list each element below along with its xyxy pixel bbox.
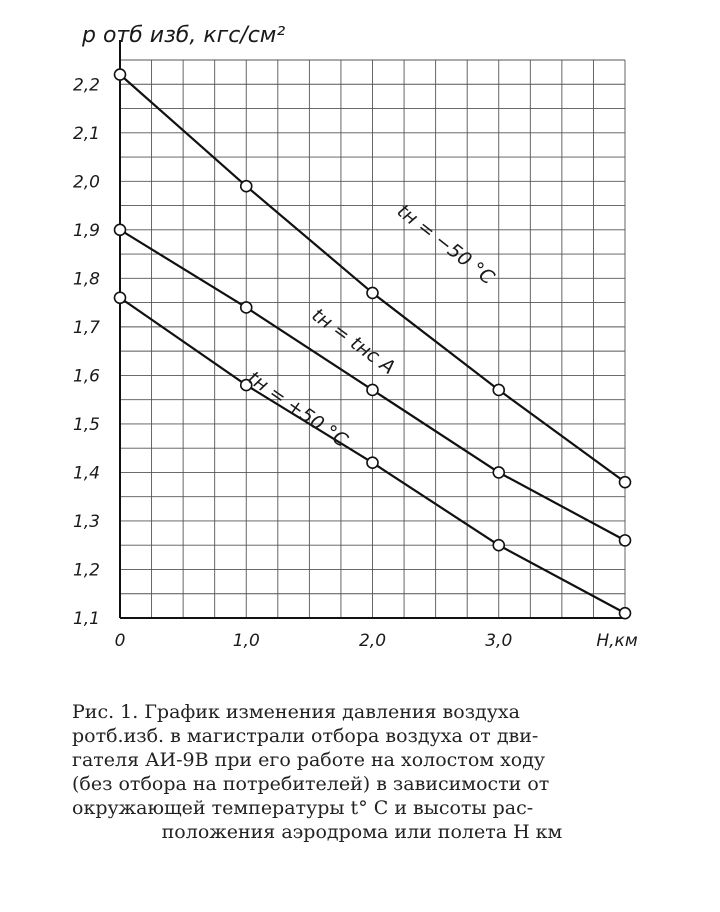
caption-line: Рис. 1. График изменения давления воздуха bbox=[72, 701, 520, 723]
data-point bbox=[115, 224, 126, 235]
data-point bbox=[367, 457, 378, 468]
series-label: tн = −50 °C bbox=[392, 199, 499, 290]
x-tick-label: 1,0 bbox=[232, 631, 260, 651]
caption-line: pотб.изб. в магистрали отбора воздуха от дви- bbox=[72, 725, 539, 747]
data-point bbox=[241, 302, 252, 313]
y-tick-label: 2,0 bbox=[72, 172, 100, 193]
y-tick-label: 1,4 bbox=[72, 463, 100, 484]
data-point bbox=[493, 384, 504, 395]
y-tick-label: 1,2 bbox=[72, 560, 100, 581]
data-point bbox=[115, 69, 126, 80]
x-tick-label: 2,0 bbox=[358, 631, 387, 651]
chart-labels bbox=[73, 23, 638, 651]
data-point bbox=[241, 181, 252, 192]
x-tick-label: 3,0 bbox=[485, 631, 513, 651]
caption-line: положения аэродрома или полета H км bbox=[161, 821, 563, 843]
data-point bbox=[115, 292, 126, 303]
chart-grid bbox=[120, 60, 625, 618]
data-point bbox=[620, 477, 631, 488]
x-axis-label: H,км bbox=[596, 631, 638, 651]
y-tick-label: 2,1 bbox=[72, 123, 100, 144]
series-label: tн = tнс А bbox=[307, 303, 400, 379]
data-point bbox=[493, 540, 504, 551]
data-point bbox=[620, 608, 631, 619]
data-point bbox=[493, 467, 504, 478]
y-tick-label: 1,8 bbox=[72, 269, 100, 290]
caption-line: окружающей температуры t° С и высоты рас- bbox=[72, 797, 534, 819]
caption-line: гателя АИ-9В при его работе на холостом ходу bbox=[72, 749, 546, 771]
data-point bbox=[367, 287, 378, 298]
y-tick-label: 1,5 bbox=[72, 414, 100, 435]
y-tick-label: 1,6 bbox=[72, 366, 100, 387]
y-tick-label: 1,1 bbox=[72, 609, 100, 629]
y-axis-label: p отб изб, кгс/см² bbox=[82, 23, 286, 48]
y-tick-label: 1,7 bbox=[72, 317, 100, 338]
y-tick-label: 1,9 bbox=[72, 220, 100, 241]
y-tick-label: 1,3 bbox=[72, 511, 100, 532]
data-point bbox=[620, 535, 631, 546]
y-tick-label: 2,2 bbox=[72, 75, 100, 96]
series-label: tн = +50 °C bbox=[243, 366, 352, 452]
data-point bbox=[367, 384, 378, 395]
caption-line: (без отбора на потребителей) в зависимости от bbox=[72, 773, 550, 795]
x-tick-label: 0 bbox=[114, 631, 126, 651]
figure-caption bbox=[72, 700, 652, 844]
